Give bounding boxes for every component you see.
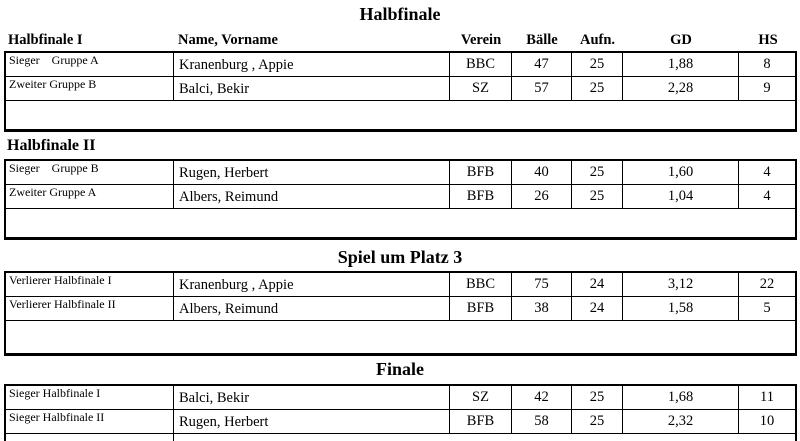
empty-row-label-cell bbox=[6, 434, 174, 441]
highrun-cell: 10 bbox=[759, 413, 775, 429]
column-header-verein: Verein bbox=[460, 32, 502, 48]
empty-row bbox=[6, 321, 795, 353]
innings-cell: 24 bbox=[572, 297, 623, 320]
slot-label-cell: Zweiter Gruppe B bbox=[6, 77, 174, 100]
average-cell: 1,88 bbox=[623, 53, 739, 76]
player-name-cell: Albers, Reimund bbox=[174, 185, 450, 208]
player-name-cell: Rugen, Herbert bbox=[174, 161, 450, 184]
table-halbfinale-2 bbox=[4, 159, 797, 240]
slot-label-cell: Sieger Gruppe B bbox=[6, 161, 174, 184]
average-cell: 1,04 bbox=[623, 185, 739, 208]
club-cell: SZ bbox=[450, 77, 512, 100]
club-cell: BFB bbox=[450, 161, 512, 184]
table-row bbox=[6, 161, 795, 185]
player-name-cell: Balci, Bekir bbox=[174, 77, 450, 100]
section-title-finale: Finale bbox=[376, 359, 424, 379]
balls-cell: 42 bbox=[512, 386, 572, 409]
section-title-platz3: Spiel um Platz 3 bbox=[337, 247, 463, 267]
table-row bbox=[6, 297, 795, 321]
player-name-cell: Kranenburg , Appie bbox=[174, 53, 450, 76]
average-cell: 3,12 bbox=[623, 273, 739, 296]
club-cell: BBC bbox=[450, 53, 512, 76]
balls-cell: 57 bbox=[512, 77, 572, 100]
table-row bbox=[6, 273, 795, 297]
player-name-cell: Albers, Reimund bbox=[174, 297, 450, 320]
table-row bbox=[6, 386, 795, 410]
highrun-cell: 22 bbox=[759, 276, 775, 292]
highrun-cell: 11 bbox=[760, 389, 774, 405]
table-row bbox=[6, 410, 795, 434]
column-header-gd: GD bbox=[670, 32, 692, 48]
empty-row bbox=[6, 101, 795, 129]
empty-row bbox=[6, 209, 795, 237]
innings-cell: 25 bbox=[572, 77, 623, 100]
table-platz3 bbox=[4, 271, 797, 356]
table-halbfinale-1 bbox=[4, 51, 797, 132]
innings-cell: 25 bbox=[572, 386, 623, 409]
balls-cell: 58 bbox=[512, 410, 572, 433]
slot-label-cell: Sieger Gruppe A bbox=[6, 53, 174, 76]
balls-cell: 47 bbox=[512, 53, 572, 76]
average-cell: 1,60 bbox=[623, 161, 739, 184]
innings-cell: 24 bbox=[572, 273, 623, 296]
player-name-cell: Balci, Bekir bbox=[174, 386, 450, 409]
highrun-cell: 9 bbox=[763, 80, 771, 96]
average-cell: 1,58 bbox=[623, 297, 739, 320]
player-name-cell: Kranenburg , Appie bbox=[174, 273, 450, 296]
club-cell: SZ bbox=[450, 386, 512, 409]
slot-label-cell: Verlierer Halbfinale II bbox=[6, 297, 174, 320]
highrun-cell: 5 bbox=[763, 300, 771, 316]
slot-label-cell: Verlierer Halbfinale I bbox=[6, 273, 174, 296]
empty-row bbox=[6, 434, 795, 441]
column-header-baelle: Bälle bbox=[526, 32, 558, 48]
club-cell: BFB bbox=[450, 185, 512, 208]
highrun-cell: 4 bbox=[763, 164, 771, 180]
column-header-hs: HS bbox=[758, 32, 778, 48]
average-cell: 2,32 bbox=[623, 410, 739, 433]
table-row bbox=[6, 185, 795, 209]
club-cell: BFB bbox=[450, 410, 512, 433]
highrun-cell: 4 bbox=[763, 188, 771, 204]
table-finale bbox=[4, 384, 797, 441]
innings-cell: 25 bbox=[572, 161, 623, 184]
innings-cell: 25 bbox=[572, 53, 623, 76]
balls-cell: 26 bbox=[512, 185, 572, 208]
average-cell: 2,28 bbox=[623, 77, 739, 100]
table-row bbox=[6, 53, 795, 77]
column-header-name: Name, Vorname bbox=[178, 32, 278, 48]
section-title-halbfinale-2: Halbfinale II bbox=[7, 137, 96, 154]
balls-cell: 75 bbox=[512, 273, 572, 296]
column-header-halbfinale-1: Halbfinale I bbox=[8, 32, 83, 48]
player-name-cell: Rugen, Herbert bbox=[174, 410, 450, 433]
slot-label-cell: Sieger Halbfinale II bbox=[6, 410, 174, 433]
innings-cell: 25 bbox=[572, 410, 623, 433]
slot-label-cell: Sieger Halbfinale I bbox=[6, 386, 174, 409]
column-header-row bbox=[4, 31, 797, 51]
club-cell: BFB bbox=[450, 297, 512, 320]
column-header-aufn: Aufn. bbox=[579, 32, 616, 48]
club-cell: BBC bbox=[450, 273, 512, 296]
table-row bbox=[6, 77, 795, 101]
highrun-cell: 8 bbox=[763, 56, 771, 72]
slot-label-cell: Zweiter Gruppe A bbox=[6, 185, 174, 208]
balls-cell: 38 bbox=[512, 297, 572, 320]
average-cell: 1,68 bbox=[623, 386, 739, 409]
page-title: Halbfinale bbox=[359, 4, 441, 24]
innings-cell: 25 bbox=[572, 185, 623, 208]
balls-cell: 40 bbox=[512, 161, 572, 184]
